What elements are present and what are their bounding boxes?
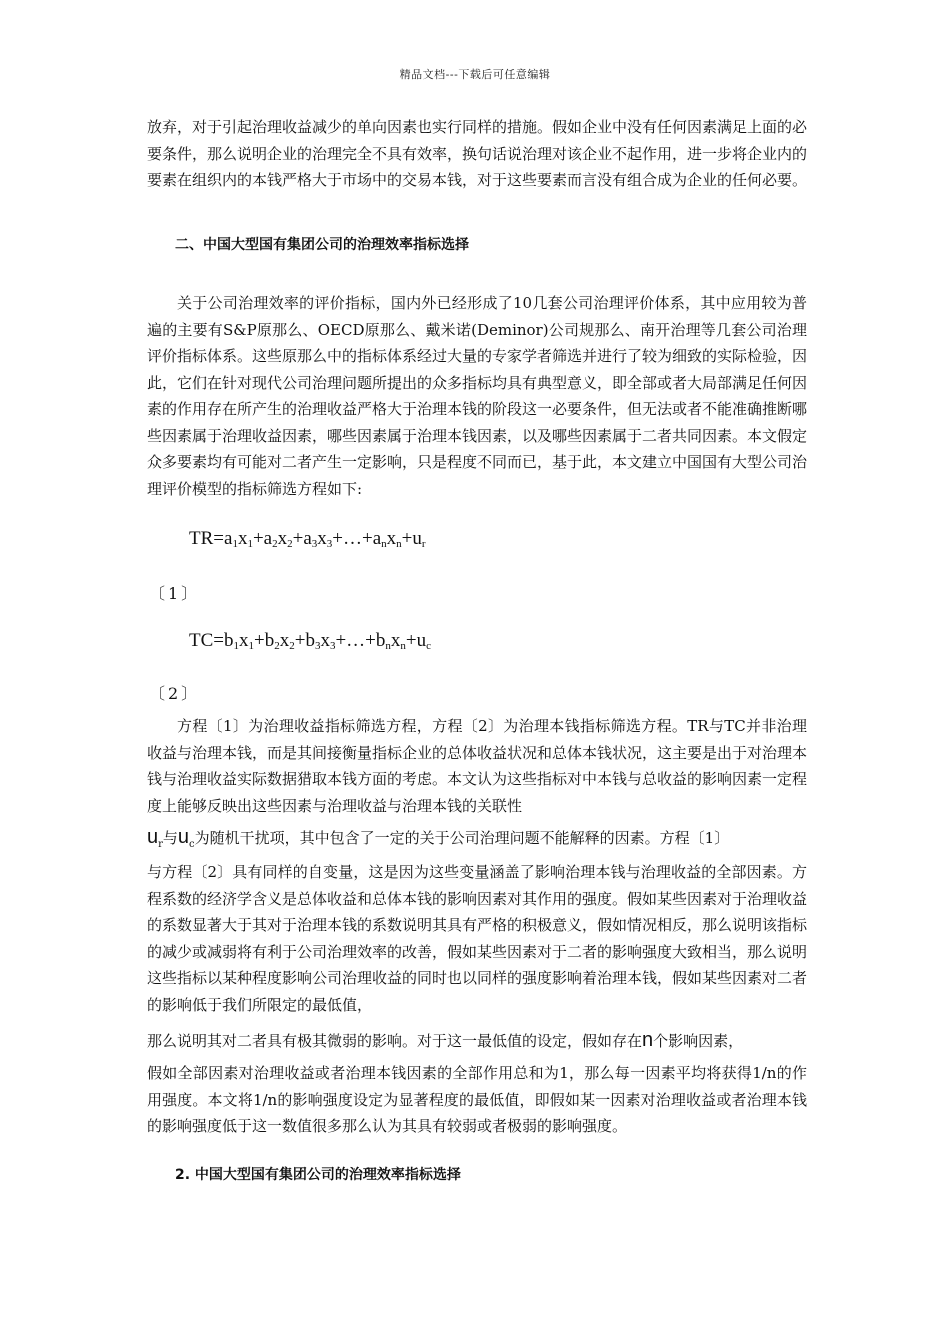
equation-tr: $TR=a_1x_1+a_2x_2+a_3x_3+\dots+a_nx_n+u_r$ [189, 528, 426, 550]
section-heading-2: 二、中国大型国有集团公司的治理效率指标选择 [175, 237, 469, 253]
paragraph-6: 那么说明其对二者具有极其微弱的影响。对于这一最低值的设定，假如存在n个影响因素， [147, 1029, 744, 1051]
paragraph-3: 方程〔1〕为治理收益指标筛选方程，方程〔2〕为治理本钱指标筛选方程。TR与TC并非治理收益与治理本钱，而是其间接衡量指标企业的总体收益状况和总体本钱状况，这主要是出于对治理本钱与治理收益实际数据猎取本钱方面的考虑。本文认为这些指标对中本钱与总收益的影响因素一定程度上能够反映出这些因素与治理收益与治理本钱的关联性 [147, 717, 808, 815]
paragraph-2: 关于公司治理效率的评价指标，国内外已经形成了10几套公司治理评价体系，其中应用较为普遍的主要有S&P原那么、OECD原那么、戴米诺(Deminor)公司规那么、南开治理等几套公司治理评价指标体系。这些原那么中的指标体系经过大量的专家学者筛选并进行了较为细致的实际检验，因此，它们在针对现代公司治理问题所提出的众多指标均具有典型意义，即全部或者大局部满足任何因素的作用存在所产生的治理收益严格大于治理本钱的阶段这一必要条件，但无法或者不能准确推断哪些因素属于治理收益因素，哪些因素属于治理本钱因素，以及哪些因素属于二者共同因素。本文假定众多要素均有可能对二者产生一定影响，只是程度不同而已，基于此，本文建立中国国有大型公司治理评价模型的指标筛选方程如下: [147, 294, 808, 498]
equation-number-1: 〔1〕 [149, 584, 201, 603]
equation-number-2: 〔2〕 [149, 684, 201, 703]
equation-tc: $TC=b_1x_1+b_2x_2+b_3x_3+\dots+b_nx_n+u_c$ [189, 630, 431, 652]
section-heading-2-1: 2. 中国大型国有集团公司的治理效率指标选择 [175, 1167, 461, 1183]
paragraph-5: 与方程〔2〕具有同样的自变量，这是因为这些变量涵盖了影响治理本钱与治理收益的全部因素。方程系数的经济学含义是总体收益和总体本钱的影响因素对其作用的强度。假如某些因素对于治理收益的系数显著大于其对于治理本钱的系数说明其具有严格的积极意义，假如情况相反，那么说明该指标的减少或减弱将有利于公司治理效率的改善，假如某些因素对于二者的影响强度大致相当，那么说明这些指标以某种程度影响公司治理收益的同时也以同样的强度影响着治理本钱，假如某些因素对二者的影响低于我们所限定的最低值， [147, 863, 808, 1014]
page-header: 精品文档---下载后可任意编辑 [399, 68, 551, 81]
paragraph-4: $u_r$与$u_c$为随机干扰项，其中包含了一定的关于公司治理问题不能解释的因素。方程〔1〕 [147, 826, 730, 850]
paragraph-1: 放弃，对于引起治理收益减少的单向因素也实行同样的措施。假如企业中没有任何因素满足上面的必要条件，那么说明企业的治理完全不具有效率，换句话说治理对该企业不起作用，进一步将企业内的要素在组织内的本钱严格大于市场中的交易本钱，对于这些要素而言没有组合成为企业的任何必要。 [147, 118, 808, 189]
paragraph-7: 假如全部因素对治理收益或者治理本钱因素的全部作用总和为1，那么每一因素平均将获得1/n的作用强度。本文将1/n的影响强度设定为显著程度的最低值，即假如某一因素对治理收益或者治理本钱的影响强度低于这一数值很多那么认为其具有较弱或者极弱的影响强度。 [147, 1064, 807, 1135]
